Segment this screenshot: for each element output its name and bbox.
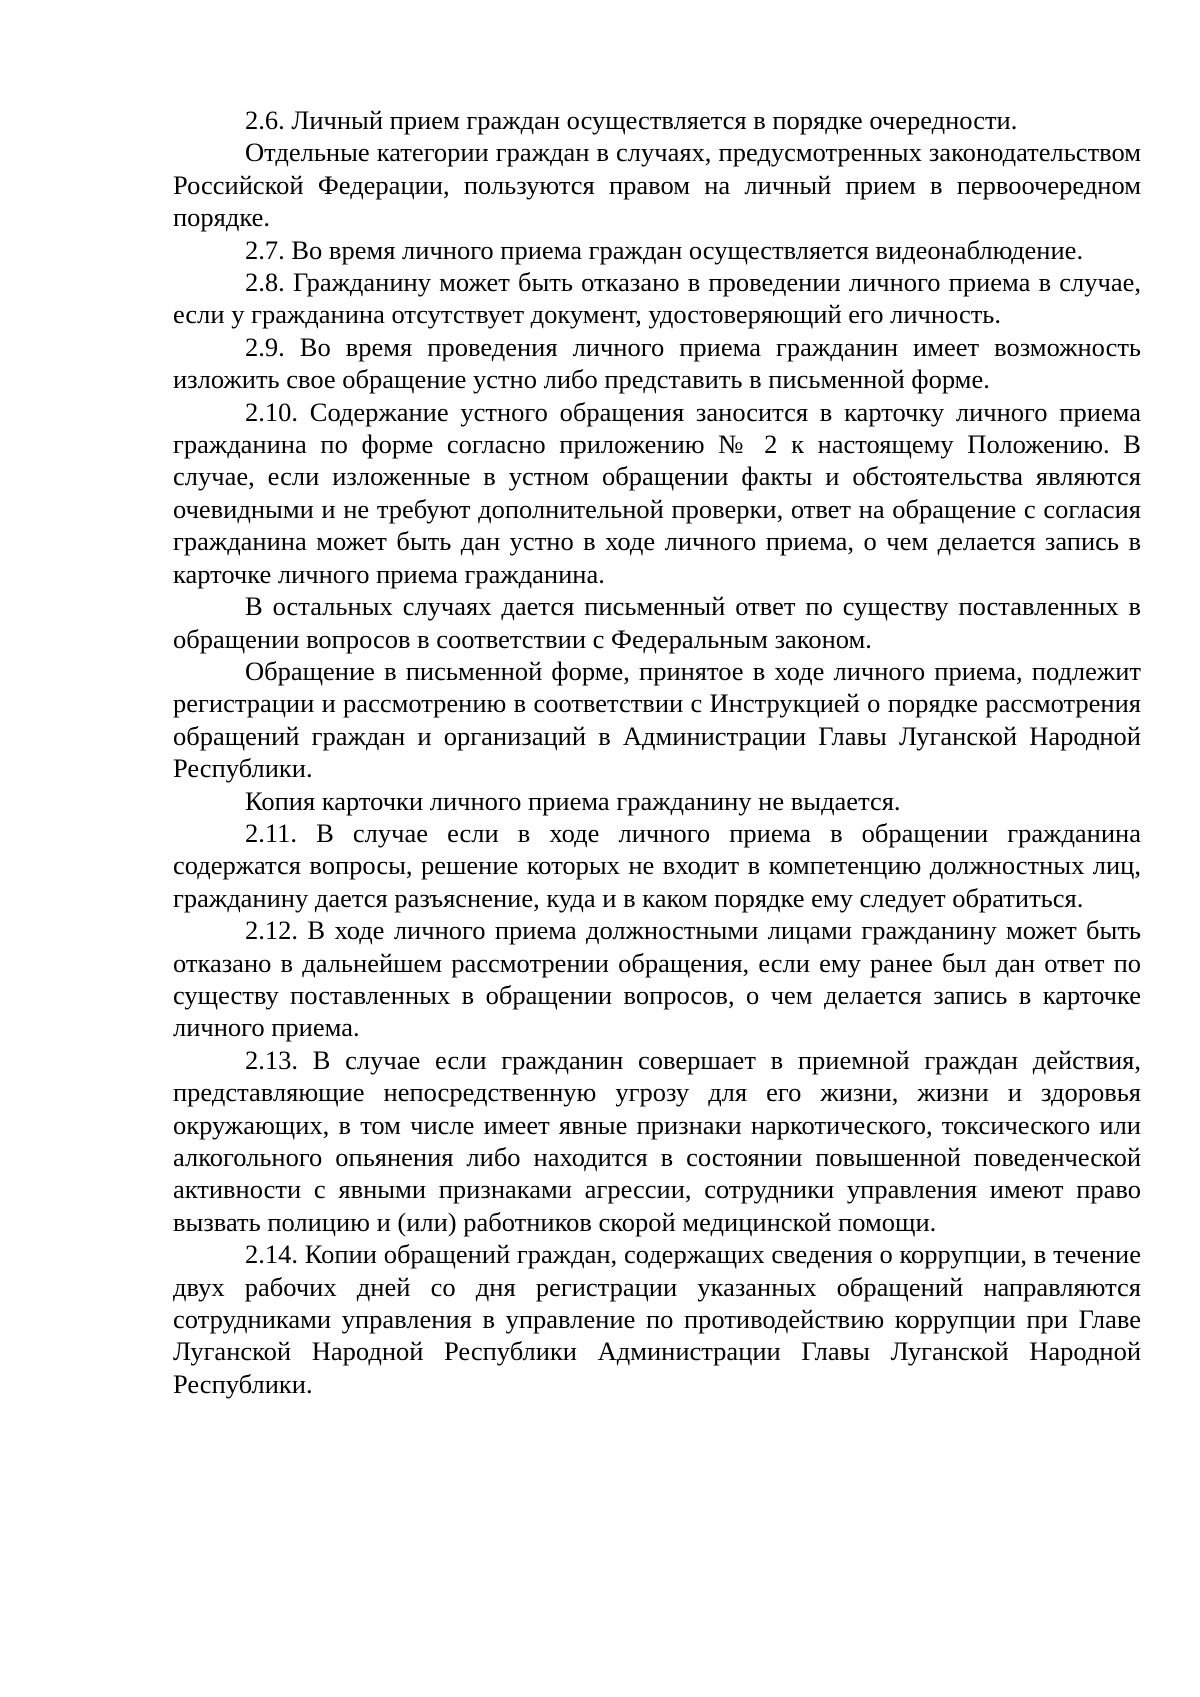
paragraph-2-10-card-copy: Копия карточки личного приема гражданину не выдается. <box>245 785 901 816</box>
document-page <box>173 104 1141 1400</box>
paragraph-2-6-priority: Отдельные категории граждан в случаях, предусмотренных законодательством Российской Федерации, пользуются правом на личный прием в первоочередном порядке. <box>173 137 1141 233</box>
paragraph-2-11: 2.11. В случае если в ходе личного приема в обращении гражданина содержатся вопросы, решение которых не входит в компетенцию должностных лиц, гражданину дается разъяснение, куда и в каком порядке ему следует обратиться. <box>173 817 1141 913</box>
paragraph-2-12: 2.12. В ходе личного приема должностными лицами гражданину может быть отказано в дальнейшем рассмотрении обращения, если ему ранее был дан ответ по существу поставленных в обращении вопросов, о чем делается запись в карточке личного приема. <box>173 915 1141 1043</box>
paragraph-2-6: 2.6. Личный прием граждан осуществляется в порядке очередности. <box>245 105 1018 135</box>
paragraph-2-8: 2.8. Гражданину может быть отказано в проведении личного приема в случае, если у гражданина отсутствует документ, удостоверяющий его личность. <box>173 267 1141 330</box>
paragraph-2-13: 2.13. В случае если гражданин совершает в приемной граждан действия, представляющие непосредственную угрозу для его жизни, жизни и здоровья окружающих, в том числе имеет явные признаки наркотического, токсического или алкогольного опьянения либо находится в состоянии повышенной поведенческой активности с явными признаками агрессии, сотрудники управления имеют право вызвать полицию и (или) работников скорой медицинской помощи. <box>173 1044 1141 1237</box>
paragraph-2-7: 2.7. Во время личного приема граждан осуществляется видеонаблюдение. <box>245 234 1084 265</box>
paragraph-2-14: 2.14. Копии обращений граждан, содержащих сведения о коррупции, в течение двух рабочих дней со дня регистрации указанных обращений направляются сотрудниками управления в управление по противодействию коррупции при Главе Луганской Народной Республики Администрации Главы Луганской Народной Республики. <box>173 1239 1141 1399</box>
paragraph-2-10-written-answer: В остальных случаях дается письменный ответ по существу поставленных в обращении вопросов в соответствии с Федеральным законом. <box>173 591 1141 654</box>
paragraph-2-10: 2.10. Содержание устного обращения заносится в карточку личного приема гражданина по форме согласно приложению № 2 к настоящему Положению. В случае, если изложенные в устном обращении факты и обстоятельства являются очевидными и не требуют дополнительной проверки, ответ на обращение с согласия гражданина может быть дан устно в ходе личного приема, о чем делается запись в карточке личного приема гражданина. <box>173 396 1141 589</box>
paragraph-2-10-written-appeal: Обращение в письменной форме, принятое в ходе личного приема, подлежит регистрации и рассмотрению в соответствии с Инструкцией о порядке рассмотрения обращений граждан и организаций в Администрации Главы Луганской Народной Республики. <box>173 655 1141 784</box>
paragraph-2-9: 2.9. Во время проведения личного приема гражданин имеет возможность изложить свое обращение устно либо представить в письменной форме. <box>173 331 1141 395</box>
